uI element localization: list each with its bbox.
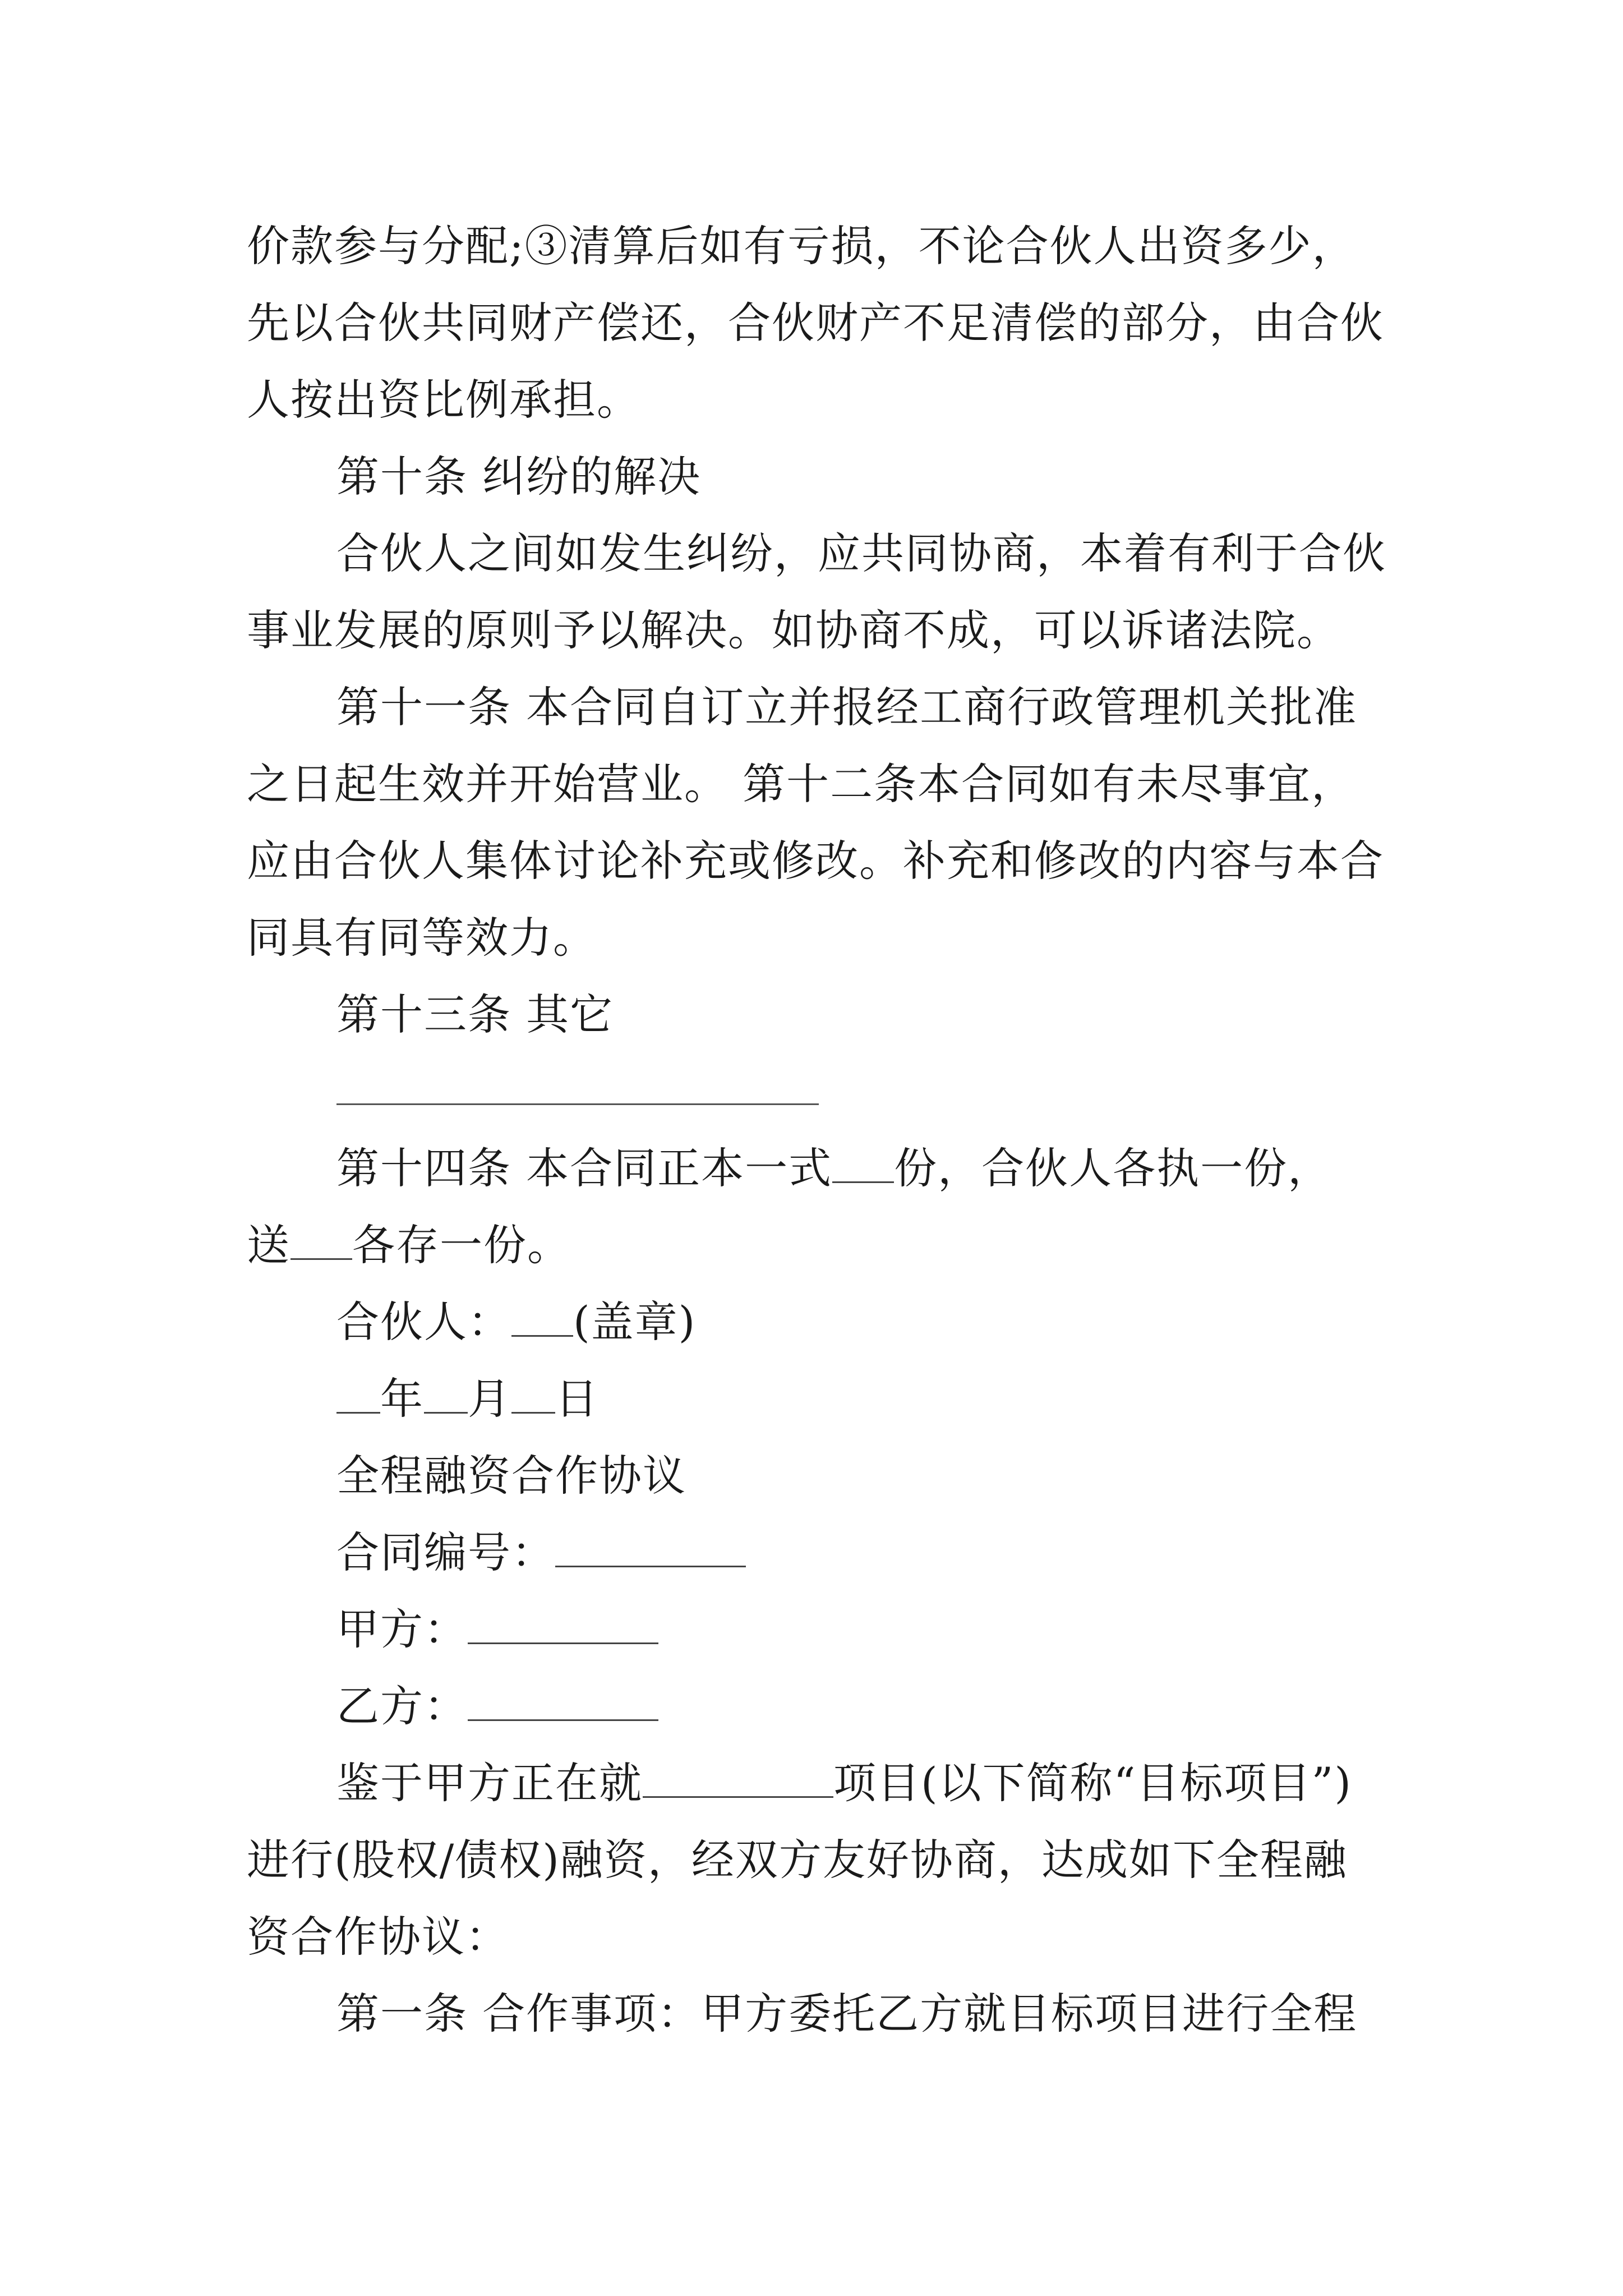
party-b-blank	[468, 1683, 658, 1721]
month-label: 月	[468, 1374, 511, 1424]
copies-blank	[832, 1145, 894, 1183]
text-line: 应由合伙人集体讨论补充或修改。补充和修改的内容与本合	[247, 836, 1384, 886]
contract-number-line	[247, 1514, 1385, 1591]
article-11-line: 第十一条 本合同自订立并报经工商行政管理机关批准	[336, 682, 1358, 732]
article-10-heading: 第十条 纠纷的解决	[336, 452, 702, 501]
text-line: 事业发展的原则予以解决。如协商不成，可以诉诸法院。	[247, 605, 1340, 655]
signature-label: 合伙人：	[336, 1297, 511, 1347]
signature-blank	[511, 1299, 573, 1337]
text-line: 先以合伙共同财产偿还，合伙财产不足清偿的部分，由合伙	[247, 298, 1384, 348]
agreement-title: 全程融资合作协议	[336, 1451, 686, 1501]
article-14-line	[247, 1207, 1385, 1283]
contract-number-label: 合同编号：	[336, 1527, 555, 1577]
blank-underline	[336, 1103, 819, 1105]
recipient-blank	[291, 1222, 352, 1260]
text-line: 合伙人之间如发生纠纷，应共同协商，本着有利于合伙	[336, 528, 1386, 578]
contract-number-blank	[555, 1530, 746, 1567]
article-1-line: 第一条 合作事项：甲方委托乙方就目标项目进行全程	[336, 1989, 1358, 2039]
month-blank	[424, 1376, 468, 1414]
text-line: 价款参与分配;③清算后如有亏损，不论合伙人出资多少，	[247, 221, 1356, 271]
article-14-text: 各存一份。	[352, 1220, 571, 1270]
day-blank	[511, 1376, 555, 1414]
party-a-line	[247, 1591, 1385, 1668]
text-line: 之日起生效并开始营业。 第十二条本合同如有未尽事宜，	[247, 759, 1355, 809]
preamble-line: 资合作协议：	[247, 1912, 509, 1962]
project-name-blank	[643, 1760, 833, 1798]
year-blank	[336, 1376, 380, 1414]
year-label: 年	[380, 1374, 424, 1424]
date-line	[247, 1360, 1385, 1437]
party-a-blank	[468, 1607, 658, 1644]
stamp-label: (盖章)	[573, 1297, 697, 1347]
article-14-text: 送	[247, 1220, 291, 1270]
article-13-blank-line	[247, 1053, 1385, 1130]
party-b-label: 乙方：	[336, 1681, 468, 1731]
signature-line	[247, 1283, 1385, 1360]
article-14-line	[247, 1130, 1385, 1207]
document-body	[247, 208, 1385, 2052]
preamble-text: 鉴于甲方正在就	[336, 1758, 643, 1808]
text-line: 同具有同等效力。	[247, 913, 597, 963]
article-14-text: 份，合伙人各执一份，	[894, 1143, 1332, 1193]
party-b-line	[247, 1668, 1385, 1745]
article-13-heading: 第十三条 其它	[336, 990, 614, 1039]
party-a-label: 甲方：	[336, 1604, 468, 1654]
preamble-line	[247, 1745, 1385, 1821]
preamble-line: 进行(股权/债权)融资，经双方友好协商，达成如下全程融	[247, 1835, 1348, 1885]
preamble-text: 项目(以下简称“目标项目”)	[833, 1758, 1353, 1808]
article-14-text: 第十四条 本合同正本一式	[336, 1143, 833, 1193]
text-line: 人按出资比例承担。	[247, 375, 640, 425]
day-label: 日	[555, 1374, 599, 1424]
